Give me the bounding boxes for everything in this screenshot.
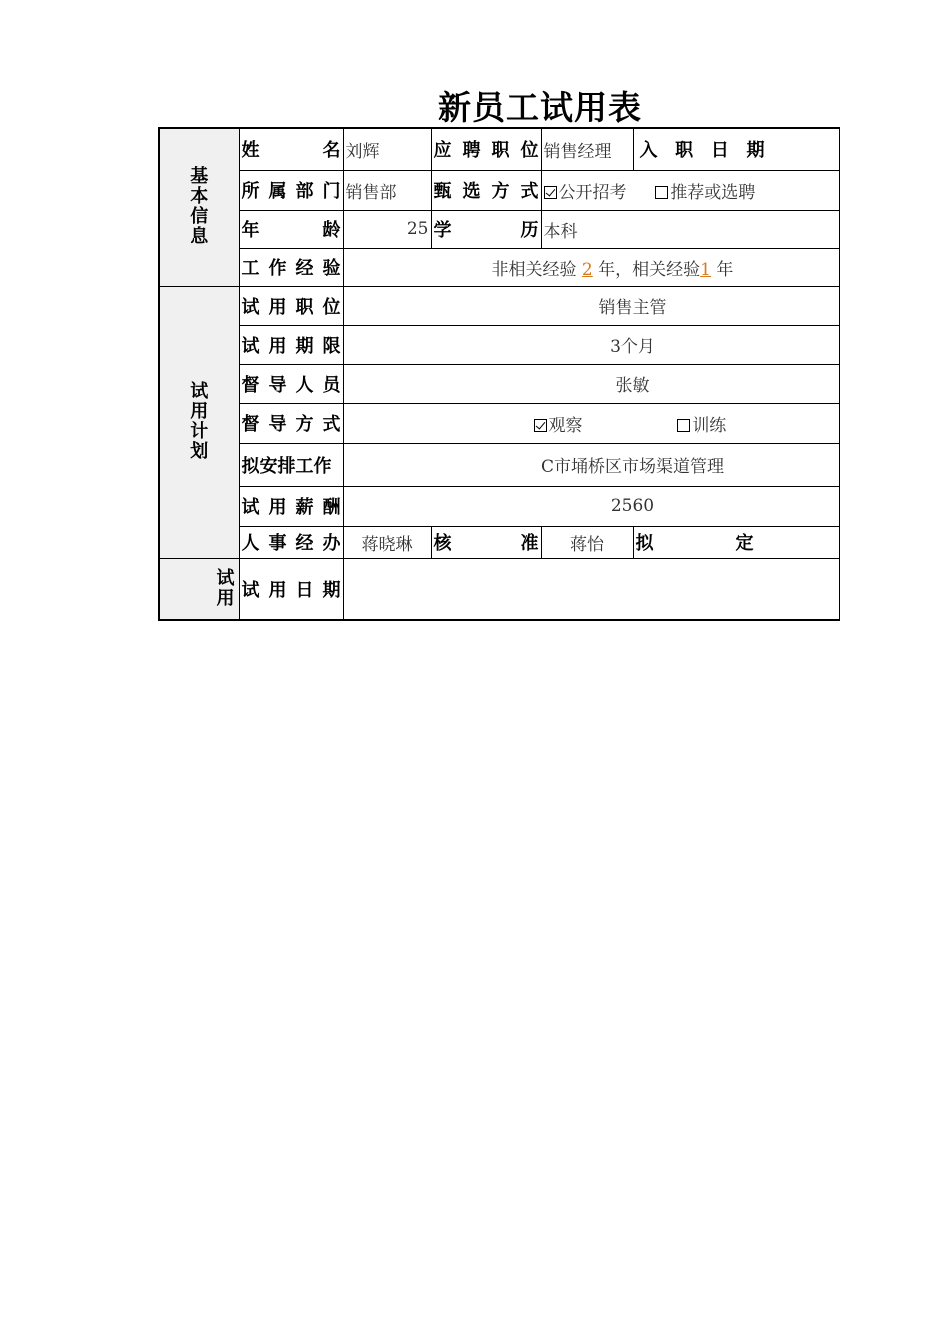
table-row [159, 443, 839, 486]
exp-prefix: 非相关经验 [491, 259, 577, 280]
table-row [159, 286, 839, 325]
position-value[interactable]: 销售经理 [541, 128, 633, 170]
salary-value[interactable]: 2560 [343, 486, 839, 526]
exp-nonrelated-years[interactable]: 2 [581, 259, 593, 280]
work-value[interactable]: C市埇桥区市场渠道管理 [343, 443, 839, 486]
salary-label: 试 用 薪 酬 [239, 486, 343, 526]
method-options [343, 403, 839, 443]
trial-form-sheet [158, 127, 765, 621]
exp-related-years[interactable]: 1 [700, 259, 711, 280]
table-row [159, 128, 839, 170]
exp-label: 工 作 经 验 [239, 248, 343, 286]
dept-label: 所 属 部 门 [239, 170, 343, 210]
job-value[interactable]: 销售主管 [343, 286, 839, 325]
table-row [159, 364, 839, 403]
table-row [159, 248, 839, 286]
name-label: 姓 名 [239, 128, 343, 170]
table-row [159, 486, 839, 526]
approve-value[interactable]: 蒋怡 [541, 526, 633, 558]
edu-value[interactable]: 本科 [541, 210, 839, 248]
table-row [159, 403, 839, 443]
selection-option-referral: 推荐或选聘 [670, 182, 756, 203]
age-value[interactable]: 25 [343, 210, 431, 248]
period-label: 试 用 期 限 [239, 325, 343, 364]
checkbox-unchecked-icon[interactable] [655, 186, 668, 199]
dept-value[interactable]: 销售部 [343, 170, 431, 210]
trial-date-value[interactable] [343, 558, 839, 620]
approve-label: 核 准 [431, 526, 541, 558]
table-row [159, 526, 839, 558]
hr-label: 人 事 经 办 [239, 526, 343, 558]
section-trial: 试用 [159, 558, 239, 620]
exp-suffix: 年 [716, 259, 734, 280]
entry-date-label: 入 职 日 期 [633, 128, 839, 170]
table-row [159, 558, 839, 620]
exp-mid: 年，相关经验 [598, 259, 701, 280]
section-trial-plan: 试用计划 [159, 286, 239, 558]
draft-label: 拟 定 [633, 526, 839, 558]
checkbox-checked-icon[interactable] [544, 186, 557, 199]
checkbox-unchecked-icon[interactable] [677, 419, 690, 432]
method-option-train: 训练 [692, 415, 727, 436]
supervisor-label: 督 导 人 员 [239, 364, 343, 403]
period-value[interactable]: 3个月 [343, 325, 839, 364]
table-row [159, 325, 839, 364]
trial-form-table [158, 127, 840, 621]
section-basic-info: 基本信息 [159, 128, 239, 286]
age-label: 年 龄 [239, 210, 343, 248]
table-row [159, 210, 839, 248]
job-label: 试 用 职 位 [239, 286, 343, 325]
table-row [159, 170, 839, 210]
selection-label: 甄 选 方 式 [431, 170, 541, 210]
method-label: 督 导 方 式 [239, 403, 343, 443]
method-option-observe: 观察 [548, 415, 583, 436]
selection-option-open-exam: 公开招考 [558, 182, 627, 203]
checkbox-checked-icon[interactable] [534, 419, 547, 432]
hr-value[interactable]: 蒋晓琳 [343, 526, 431, 558]
work-label: 拟安排工作 [239, 443, 343, 486]
selection-options [541, 170, 839, 210]
exp-value [343, 248, 839, 286]
position-label: 应 聘 职 位 [431, 128, 541, 170]
name-value[interactable]: 刘辉 [343, 128, 431, 170]
supervisor-value[interactable]: 张敏 [343, 364, 839, 403]
page-title: 新员工试用表 [438, 88, 642, 127]
date-label: 试 用 日 期 [239, 558, 343, 620]
edu-label: 学 历 [431, 210, 541, 248]
